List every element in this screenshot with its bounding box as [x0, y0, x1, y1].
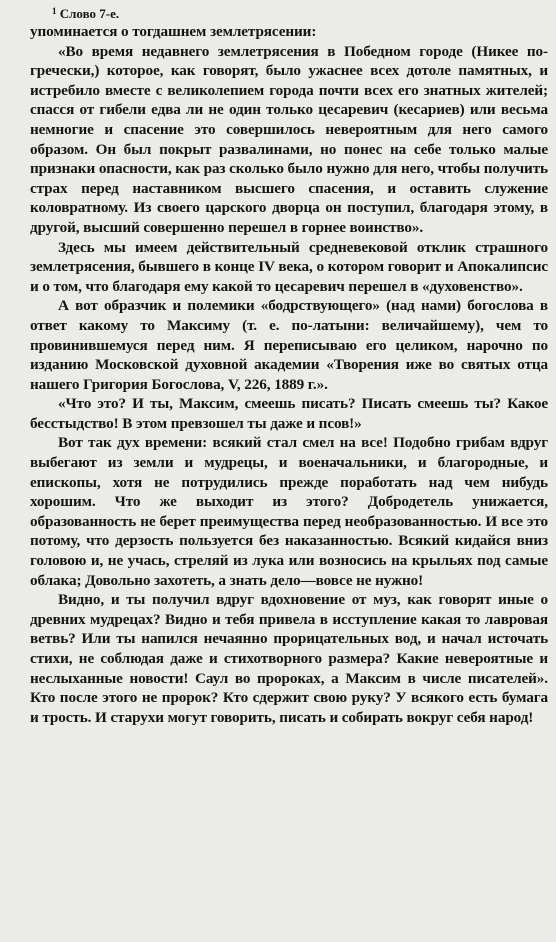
paragraph: Вот так дух времени: всякий стал смел на все! Подобно грибам вдруг выбегают из земли и мудрецы, и военачальники, и благородные, и епископы, хотя не потрудились прежде поработать над чем нибудь хорошим. Что же выходит из этого? Добродетель унижается, образованность не берет преимущества перед необразованностью. И все это потому, что дерзость пользуется без наказанностью. Всякий кидайся вниз головою и, не учась, стреляй из лука или возносись на крыльях под самые облака; Довольно захотеть, а знать дело—вовсе не нужно!	[30, 434, 548, 589]
paragraph: Здесь мы имеем действительный средневековой отклик страшного землетрясения, бывшего в конце IV века, о котором говорит и Апокалипсис и о том, что благодаря ему какой то цесаревич перешел в «духовенство».	[30, 238, 548, 295]
footnote-marker: 1	[52, 6, 57, 16]
paragraph: «Что это? И ты, Максим, смеешь писать? Писать смеешь ты? Какое бесстыдство! В этом превзошел ты даже и псов!»	[30, 395, 548, 432]
footnote-text: Слово 7-е.	[59, 6, 120, 21]
paragraph: Видно, и ты получил вдруг вдохновение от муз, как говорят иные о древних мудрецах? Видно и тебя привела в исступление какая то лавровая ветвь? Или ты напился нечаянно прорицательных вод, и начал источать стихи, не соблюдая даже и стихотворного размера? Какие невероятные и неслыханные новости! Саул во пророках, а Максим в числе писателей». Кто после этого не пророк? Кто сдержит свою руку? У всякого есть бумага и трость. И старухи могут говорить, писать и собирать вокруг себя народ!	[30, 591, 548, 726]
footnote-line	[52, 3, 548, 22]
body-text	[30, 22, 548, 727]
paragraph: «Во время недавнего землетрясения в Победном городе (Никее по-гречески,) которое, как говорят, было ужаснее всех дотоле памятных, и истребило вместе с великолепием города почти всех его знатных жителей; спасся от гибели едва ли не один только цесаревич (кесариев) или весьма немногие и спасение это совершилось невероятным для него самого образом. Он был покрыт развалинами, но понес на себе только малые признаки опасности, как раз сколько было нужно для него, чтобы получить страх перед наставником высшего спасения, и оставить служение коловратному. Из своего царского дворца он поступил, благодаря этому, в другой, высший совершенно перешел в горнее воинство».	[30, 42, 548, 236]
paragraph: упоминается о тогдашнем землетрясении:	[30, 23, 317, 40]
paragraph: А вот образчик и полемики «бодрствующего» (над нами) богослова в ответ какому то Максиму (т. е. по-латыни: величайшему), чем то провинившемуся перед ним. Я переписываю его целиком, нарочно по изданию Московской духовной академии «Творения иже во святых отца нашего Григория Богослова, V, 226, 1889 г.».	[30, 297, 548, 393]
